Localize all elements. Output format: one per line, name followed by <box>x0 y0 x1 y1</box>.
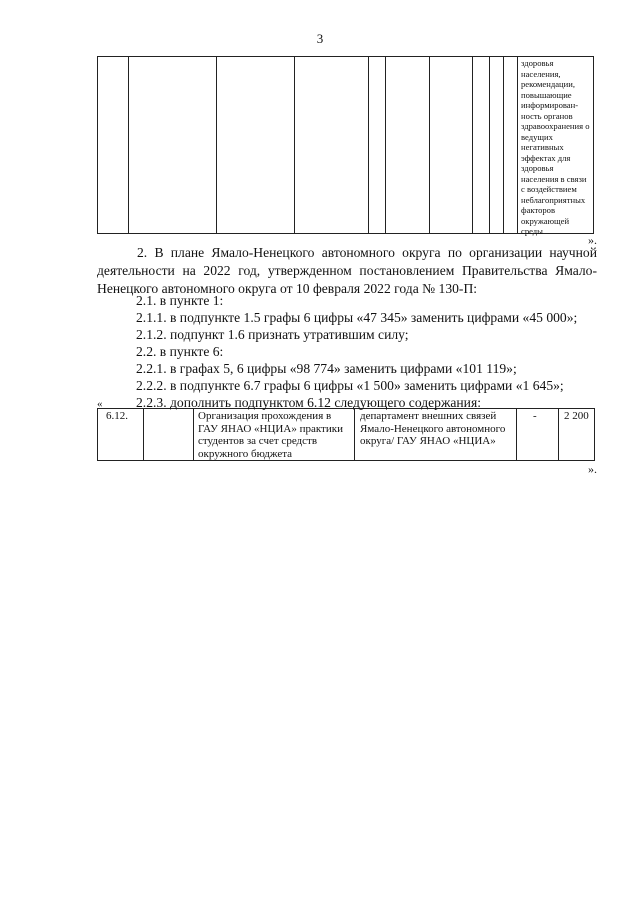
column-divider <box>128 56 129 233</box>
continuation-table <box>97 56 594 234</box>
column-divider <box>354 409 355 460</box>
row-executor: департамент внешних связей Ямало-Ненецкого автономного округа/ ГАУ ЯНАО «НЦИА» <box>360 410 506 447</box>
plan-table <box>97 408 595 461</box>
row-name: Организация прохождения в ГАУ ЯНАО «НЦИА» практики студентов за счет средств окружного бюджета <box>198 410 343 460</box>
item-2-2-1: 2.2.1. в графах 5, 6 цифры «98 774» заменить цифрами «101 119»; <box>136 361 517 376</box>
item-2-2-3: 2.2.3. дополнить подпунктом 6.12 следующего содержания: <box>136 395 481 410</box>
column-divider <box>368 56 369 233</box>
row-dash: - <box>533 410 537 422</box>
column-divider <box>193 409 194 460</box>
item-2-2-2: 2.2.2. в подпункте 6.7 графы 6 цифры «1 500» заменить цифрами «1 645»; <box>136 378 564 393</box>
column-divider <box>385 56 386 233</box>
paragraph-2: 2. В плане Ямало-Ненецкого автономного округа по организации научной деятельности на 2022 год, утвержденном постановлением Правительства Ямало-Ненецкого автономного округа от 10 февраля 2022 года № 130-П: <box>97 245 597 296</box>
column-divider <box>516 409 517 460</box>
column-divider <box>472 56 473 233</box>
column-divider <box>503 56 504 233</box>
opening-quote: « <box>97 398 103 410</box>
table-cell-text: здоровья населения, рекомендации, повышающие информирован- ность органов здравоохранения о ведущих негативных эффектах для здоровья населения в связи с воздействием неблагоприятных факторов окружающей среды <box>521 58 590 236</box>
column-divider <box>558 409 559 460</box>
column-divider <box>216 56 217 233</box>
closing-quote: ». <box>588 233 597 247</box>
item-2-1-1: 2.1.1. в подпункте 1.5 графы 6 цифры «47 345» заменить цифрами «45 000»; <box>136 310 578 325</box>
column-divider <box>489 56 490 233</box>
column-divider <box>429 56 430 233</box>
item-2-2: 2.2. в пункте 6: <box>136 344 224 359</box>
table-top-border <box>98 56 593 57</box>
item-2-1-2: 2.1.2. подпункт 1.6 признать утратившим силу; <box>136 327 409 342</box>
item-2-1: 2.1. в пункте 1: <box>136 293 224 308</box>
column-divider <box>517 56 518 233</box>
row-amount: 2 200 <box>564 410 589 422</box>
column-divider <box>143 409 144 460</box>
page-number: 3 <box>316 31 324 46</box>
row-number: 6.12. <box>106 410 128 422</box>
column-divider <box>294 56 295 233</box>
closing-quote-2: ». <box>588 462 597 476</box>
